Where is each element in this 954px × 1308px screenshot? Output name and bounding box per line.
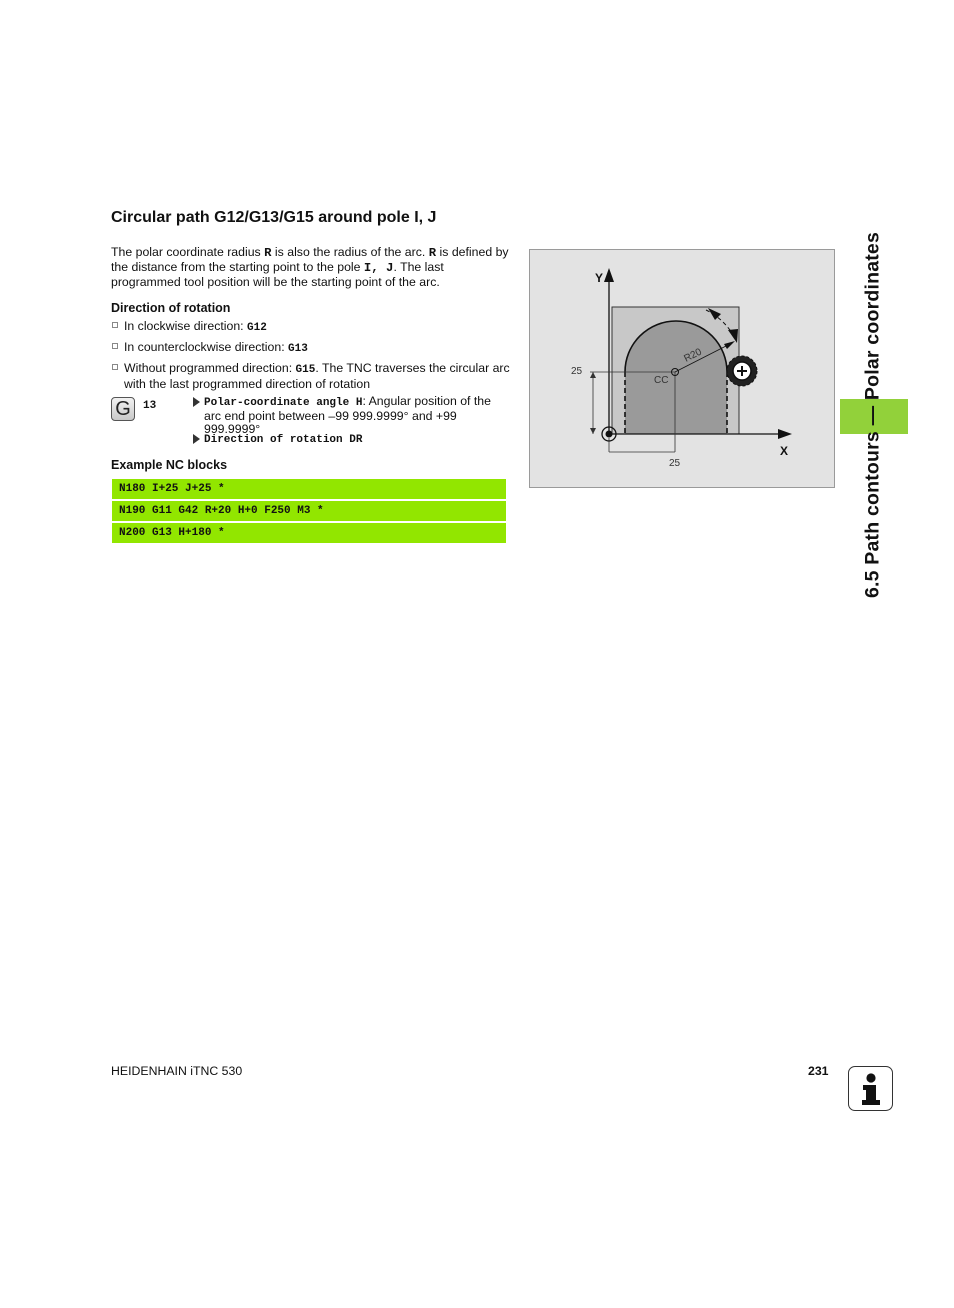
rotation-list bbox=[111, 319, 511, 396]
x-axis-label: X bbox=[780, 444, 789, 458]
page-number: 231 bbox=[808, 1064, 829, 1078]
x-value-label: 25 bbox=[669, 458, 681, 469]
info-icon bbox=[848, 1066, 893, 1111]
list-item: Without programmed direction: G15. The TNC traverses the circular arc with the last programmed direction of rotation bbox=[111, 361, 511, 391]
nc-block: N180 I+25 J+25 * bbox=[112, 479, 506, 499]
prompt-polar-angle: Polar-coordinate angle H: Angular position of the arc end point between –99 999.9999° and +99 999.9999° bbox=[193, 395, 511, 436]
example-heading: Example NC blocks bbox=[111, 458, 228, 472]
chapter-title: 6.5 Path contours — Polar coordinates bbox=[861, 231, 884, 599]
nc-block: N190 G11 G42 R+20 H+0 F250 M3 * bbox=[112, 501, 506, 521]
pole-label: CC bbox=[654, 375, 669, 386]
list-item: In counterclockwise direction: G13 bbox=[111, 340, 511, 356]
radius-label: R20 bbox=[682, 346, 704, 365]
section-title: Circular path G12/G13/G15 around pole I, J bbox=[111, 209, 437, 226]
polar-arc-diagram bbox=[529, 249, 835, 488]
footer-product: HEIDENHAIN iTNC 530 bbox=[111, 1064, 243, 1078]
g-number: 13 bbox=[143, 400, 157, 412]
triangle-arrow-icon bbox=[193, 434, 200, 444]
y-value-label: 25 bbox=[571, 366, 583, 377]
intro-paragraph: The polar coordinate radius R is also the radius of the arc. R is defined by the distance from the starting point to the pole I, J. The last programmed tool position will be the starting point of the arc. bbox=[111, 245, 509, 289]
rotation-heading: Direction of rotation bbox=[111, 301, 231, 315]
milling-cutter-icon bbox=[727, 356, 757, 386]
y-axis-label: Y bbox=[595, 271, 604, 285]
square-bullet-icon bbox=[112, 364, 118, 370]
contour-shape bbox=[625, 321, 727, 434]
square-bullet-icon bbox=[112, 322, 118, 328]
g-key-icon: G bbox=[111, 397, 135, 421]
prompt-direction: Direction of rotation DR bbox=[193, 432, 511, 447]
nc-block: N200 G13 H+180 * bbox=[112, 523, 506, 543]
triangle-arrow-icon bbox=[193, 397, 200, 407]
square-bullet-icon bbox=[112, 343, 118, 349]
list-item: In clockwise direction: G12 bbox=[111, 319, 511, 335]
